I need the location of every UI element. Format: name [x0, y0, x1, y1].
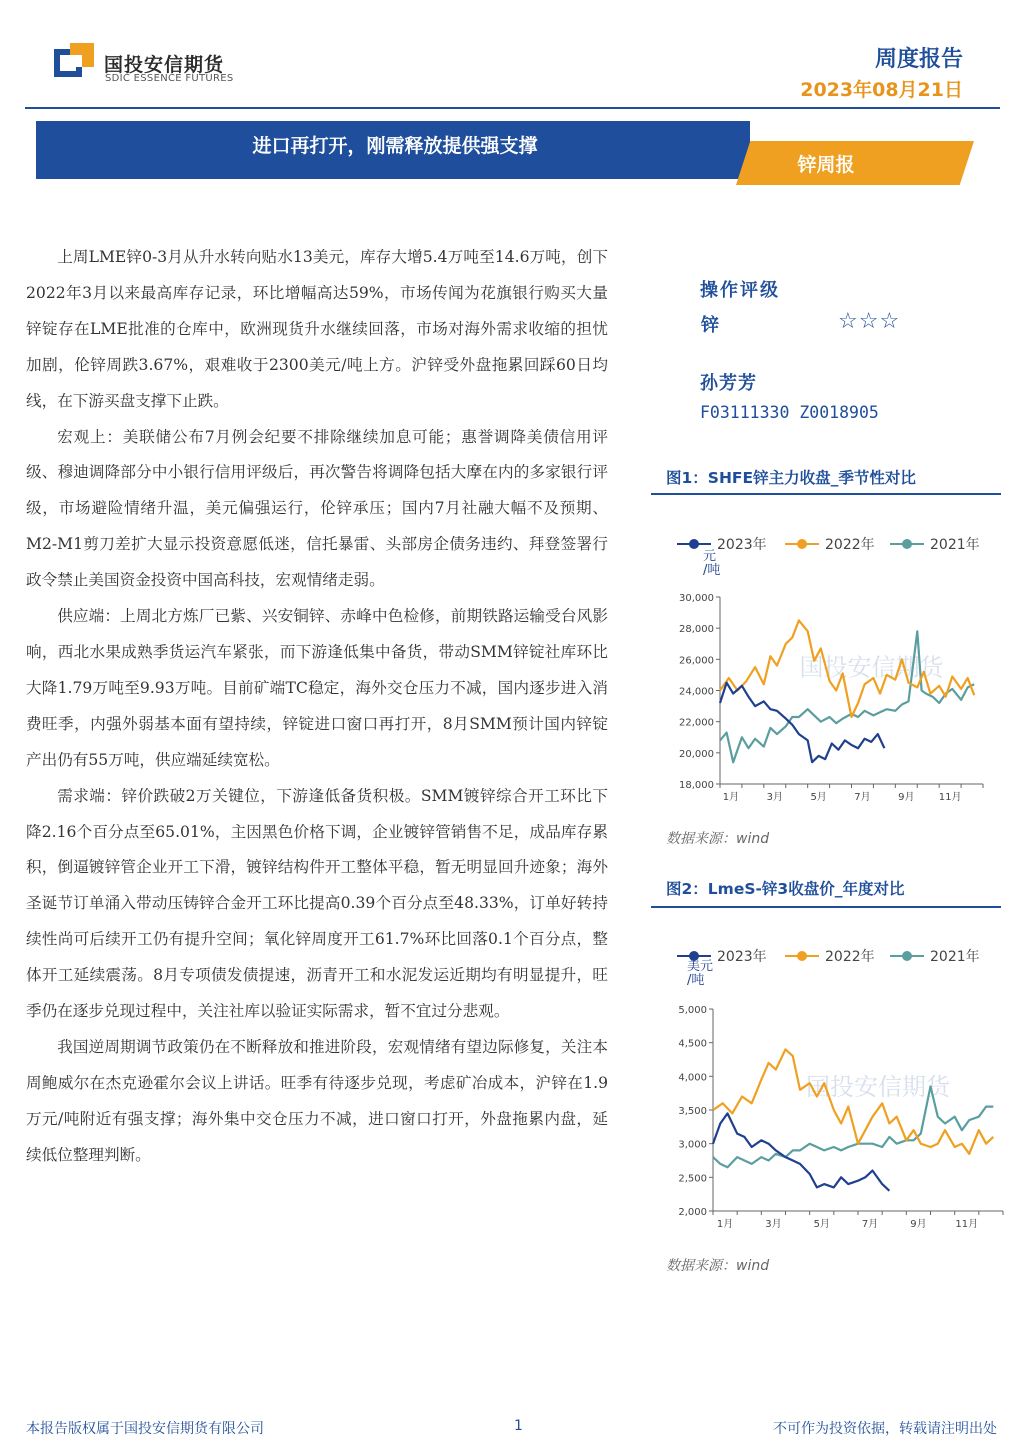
rating-label: 操作评级 — [700, 280, 780, 301]
rating-item: 锌 — [701, 315, 719, 336]
y-tick-label: 26,000 — [679, 655, 714, 667]
report-body — [26, 240, 608, 1174]
paragraph: 宏观上：美联储公布7月例会纪要不排除继续加息可能；惠誉调降美债信用评级、穆迪调降部分中小银行信用评级后，再次警告将调降包括大摩在内的多家银行评级，市场避险情绪升温，美元偏强运行，伦锌承压；国内7月社融大幅不及预期、M2-M1剪刀差扩大显示投资意愿低迷，信托暴雷、头部房企债务违约、拜登签署行政令禁止美国资金投资中国高科技，宏观情绪走弱。 — [26, 427, 608, 590]
legend-marker — [689, 539, 699, 549]
page-number: 1 — [514, 1418, 523, 1434]
figure-1-title: 图1：SHFE锌主力收盘_季节性对比 — [666, 469, 916, 487]
author-certs: F03111330 Z0018905 — [700, 403, 879, 422]
x-tick-label: 5月 — [813, 1219, 830, 1230]
watermark-text: 国投安信期货 — [806, 1073, 950, 1101]
x-tick-label: 7月 — [854, 792, 871, 803]
author-name: 孙芳芳 — [700, 373, 757, 394]
legend-marker — [902, 539, 912, 549]
y-tick-label: 22,000 — [679, 717, 714, 729]
x-tick-label: 9月 — [910, 1219, 927, 1230]
figure-1-source: 数据来源：wind — [666, 831, 770, 847]
y-tick-label: 30,000 — [679, 593, 714, 604]
x-tick-label: 1月 — [722, 792, 740, 803]
y-tick-label: 4,000 — [678, 1072, 707, 1084]
x-tick-label: 11月 — [938, 792, 962, 803]
legend-label: 2022年 — [825, 949, 875, 965]
x-tick-label: 1月 — [716, 1219, 734, 1230]
x-tick-label: 5月 — [810, 792, 827, 803]
report-title: 进口再打开，刚需释放提供强支撑 — [252, 135, 538, 157]
y-tick-label: 24,000 — [679, 686, 714, 698]
paragraph: 上周LME锌0-3月从升水转向贴水13美元，库存大增5.4万吨至14.6万吨，创下2022年3月以来最高库存记录，环比增幅高达59%，市场传闻为花旗银行购买大量锌锭存在LME批准的仓库中，欧洲现货升水继续回落，市场对海外需求收缩的担忧加剧，伦锌周跌3.67%，艰难收于2300美元/吨上方。沪锌受外盘拖累回踩60日均线，在下游买盘支撑下止跌。 — [26, 248, 608, 410]
figure-2-source: 数据来源：wind — [666, 1258, 770, 1274]
axis-unit-label: /吨 — [703, 563, 721, 578]
paragraph: 需求端：锌价跌破2万关键位，下游逢低备货积极。SMM镀锌综合开工环比下降2.16个百分点至65.01%，主因黑色价格下调，企业镀锌管销售不足，成品库存累积，倒逼镀锌管企业开工下滑，镀锌结构件开工整体平稳，暂无明显回升迹象；海外圣诞节订单涌入带动压铸锌合金开工环比提高0.39个百分点至48.33%，订单好转持续性尚可后续开工仍有提升空间；氧化锌周度开工61.7%环比回落0.1个百分点，整体开工延续震荡。8月专项债发债提速，沥青开工和水泥发运近期均有明显提升，旺季仍在逐步兑现过程中，关注社库以验证实际需求，暂不宜过分悲观。 — [26, 786, 608, 1021]
rating-stars-icon: ☆☆☆ — [838, 309, 901, 334]
y-tick-label: 2,500 — [678, 1173, 707, 1185]
axis-unit-label: /吨 — [687, 973, 705, 988]
series-line-2023年 — [713, 1113, 889, 1190]
figure-2-divider — [651, 906, 1001, 908]
y-tick-label: 18,000 — [679, 780, 714, 791]
x-tick-label: 7月 — [861, 1219, 879, 1230]
header-divider — [25, 107, 1000, 109]
y-tick-label: 5,000 — [678, 1005, 707, 1016]
report-date: 2023年08月21日 — [800, 79, 963, 101]
axis-unit-label: 元 — [703, 549, 717, 564]
series-line-2022年 — [713, 1049, 993, 1153]
report-tag: 锌周报 — [797, 154, 855, 176]
x-tick-label: 9月 — [898, 792, 915, 803]
paragraph: 我国逆周期调节政策仍在不断释放和推进阶段，宏观情绪有望边际修复，关注本周鲍威尔在杰克逊霍尔会议上讲话。旺季有待逐步兑现，考虑矿冶成本，沪锌在1.9万元/吨附近有强支撑；海外集中交仓压力不减，进口窗口打开，外盘拖累内盘，延续低位整理判断。 — [26, 1037, 608, 1164]
y-tick-label: 28,000 — [679, 624, 714, 636]
x-tick-label: 11月 — [955, 1219, 979, 1230]
x-tick-label: 3月 — [765, 1219, 782, 1230]
series-line-2023年 — [720, 683, 884, 763]
figure-1-chart — [655, 525, 1000, 815]
y-tick-label: 2,000 — [678, 1207, 707, 1218]
legend-label: 2023年 — [717, 537, 767, 553]
legend-label: 2022年 — [825, 537, 875, 553]
report-type: 周度报告 — [874, 47, 963, 72]
legend-label: 2021年 — [930, 949, 980, 965]
footer-disclaimer: 不可作为投资依据，转载请注明出处 — [773, 1421, 997, 1437]
company-logo-icon — [54, 43, 94, 83]
axis-unit-label: 美元 — [687, 959, 714, 974]
y-tick-label: 3,500 — [678, 1106, 707, 1117]
figure-1-divider — [651, 493, 1001, 495]
legend-label: 2021年 — [930, 537, 980, 553]
y-tick-label: 20,000 — [679, 748, 714, 760]
y-tick-label: 4,500 — [678, 1038, 707, 1050]
legend-label: 2023年 — [717, 949, 767, 965]
legend-marker — [797, 951, 807, 961]
paragraph: 供应端：上周北方炼厂已紫、兴安铜锌、赤峰中色检修，前期铁路运输受台风影响，西北水果成熟季货运汽车紧张，而下游逢低集中备货，带动SMM锌锭社库环比大降1.79万吨至9.93万吨。目前矿端TC稳定，海外交仓压力不减，国内逐步进入消费旺季，内强外弱基本面有望持续，锌锭进口窗口再打开，8月SMM预计国内锌锭产出仍有55万吨，供应端延续宽松。 — [26, 607, 608, 769]
company-name: 国投安信期货 — [104, 54, 225, 76]
legend-marker — [902, 951, 912, 961]
figure-2-title: 图2：LmeS-锌3收盘价_年度对比 — [666, 880, 905, 898]
company-name-en: SDIC ESSENCE FUTURES — [105, 73, 234, 84]
footer-copyright: 本报告版权属于国投安信期货有限公司 — [26, 1421, 264, 1437]
legend-marker — [797, 539, 807, 549]
watermark-text: 国投安信期货 — [799, 653, 944, 682]
x-tick-label: 3月 — [766, 792, 783, 803]
figure-2-chart — [655, 937, 1010, 1237]
y-tick-label: 3,000 — [678, 1139, 707, 1151]
